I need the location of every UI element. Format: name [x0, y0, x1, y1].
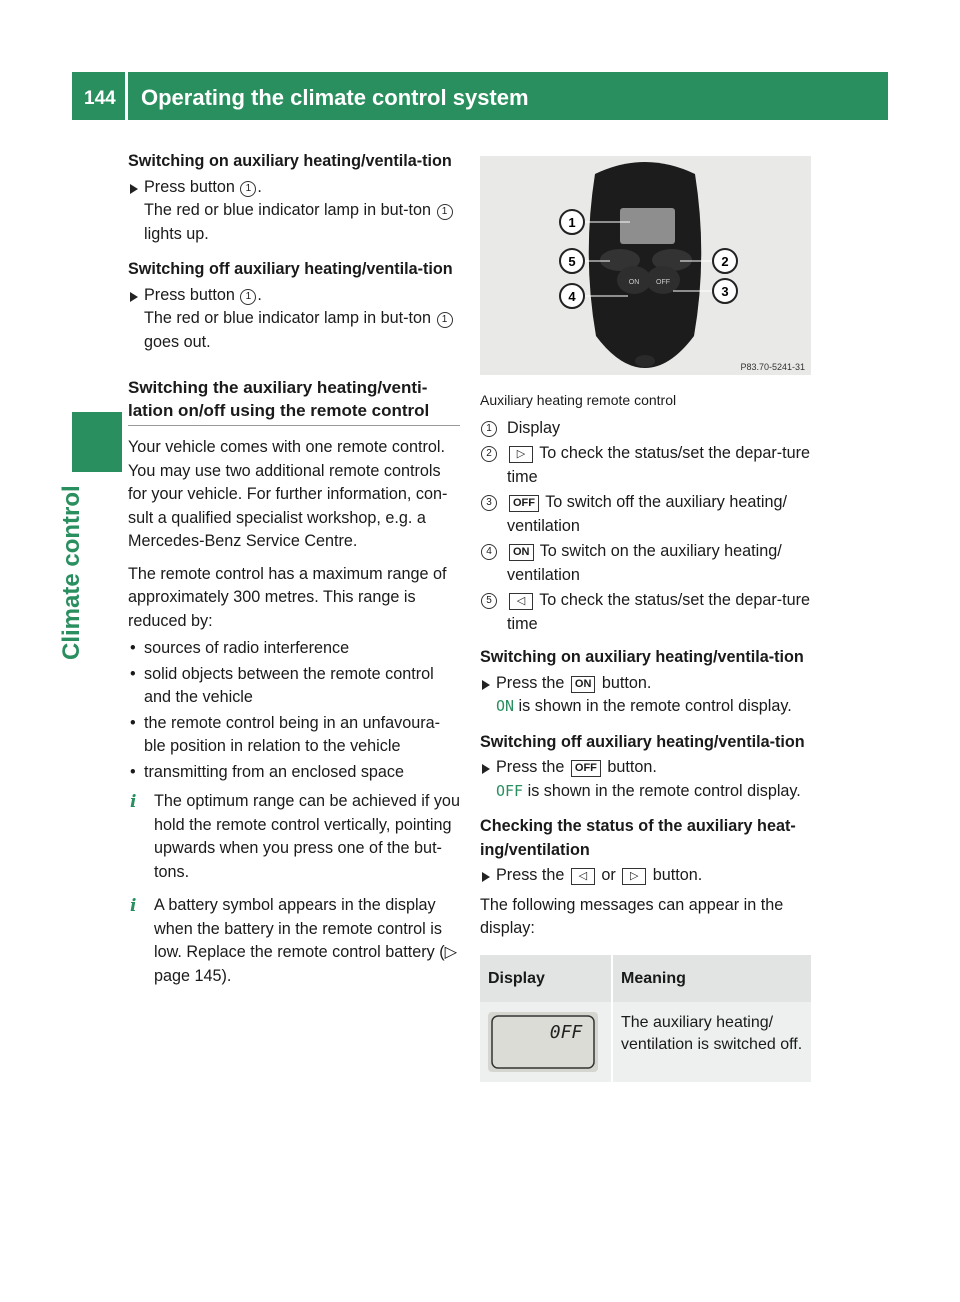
display-messages-table	[480, 955, 811, 1083]
chapter-label: Climate control	[58, 485, 85, 660]
right-arrow-key-icon: ▷	[509, 446, 533, 463]
step-text: .	[257, 177, 262, 196]
instruction-step	[480, 672, 812, 696]
result-text: goes out.	[144, 332, 211, 351]
table-cell-display	[480, 1002, 612, 1082]
section-title: Switching off auxiliary heating/ventila-tion	[480, 732, 805, 751]
section-title: Switching on auxiliary heating/ventila-tion	[480, 648, 804, 666]
page-number: 144	[84, 88, 116, 109]
off-key-icon: OFF	[509, 495, 539, 512]
image-caption: Auxiliary heating remote control	[480, 392, 677, 408]
bullet-item: • transmitting from an enclosed space	[128, 761, 460, 785]
legend-item	[480, 442, 812, 489]
step-result	[128, 307, 460, 354]
info-note	[128, 790, 460, 884]
info-icon: i	[130, 896, 137, 916]
instruction-step	[128, 284, 460, 308]
remote-on-label: ON	[628, 279, 640, 286]
step-text: button.	[648, 866, 703, 884]
right-arrow-key-icon: ▷	[622, 868, 646, 885]
table-header: Display	[480, 955, 612, 1003]
table-header-row	[480, 955, 811, 1003]
lcd-text: 0FF	[549, 1022, 583, 1043]
callout-icon: 4	[481, 544, 497, 560]
step-text: button.	[597, 673, 652, 692]
instruction-step	[480, 864, 812, 888]
result-text: is shown in the remote control display.	[523, 781, 801, 800]
step-result	[480, 780, 812, 804]
legend-text: To switch on the auxiliary heating/ ventilation	[507, 542, 782, 584]
step-result	[128, 199, 460, 246]
legend-text: To switch off the auxiliary heating/ ventilation	[507, 493, 787, 535]
legend-item	[480, 589, 812, 636]
step-text: Press button	[144, 285, 240, 304]
paragraph: Your vehicle comes with one remote control. You may use two additional remote controls for your vehicle. For further information, con-sult a qualified specialist workshop, e.g. a Mercedes-Benz Service Centre.	[128, 438, 448, 550]
legend-text: To check the status/set the depar-ture time	[507, 444, 811, 486]
callout-1-icon: 1	[437, 312, 453, 328]
display-text: ON	[496, 697, 515, 715]
step-text: button.	[602, 758, 657, 776]
callout-icon: 2	[481, 446, 497, 462]
bullet-item: • the remote control being in an unfavoura-ble position in relation to the vehicle	[128, 712, 460, 759]
section-heading: Switching the auxiliary heating/venti-lation on/off using the remote control	[128, 376, 460, 426]
paragraph: The remote control has a maximum range of approximately 300 metres. This range is reduced by:	[128, 564, 447, 630]
bullet-item: • sources of radio interference	[128, 637, 460, 661]
paragraph: The following messages can appear in the display:	[480, 895, 784, 937]
callout-1-icon: 1	[437, 204, 453, 220]
result-text: The red or blue indicator lamp in but-ton	[144, 309, 436, 327]
section-title: Switching off auxiliary heating/ventila-tion	[128, 260, 453, 278]
info-icon: i	[130, 792, 137, 812]
table-cell-meaning: The auxiliary heating/ ventilation is switched off.	[612, 1002, 811, 1082]
section-title: Checking the status of the auxiliary heat-ing/ventilation	[480, 817, 796, 859]
lcd-display-image	[488, 1012, 598, 1072]
step-text: Press button	[144, 177, 240, 196]
lcd-illustration	[488, 1012, 598, 1072]
legend-text: To check the status/set the depar-ture time	[507, 591, 811, 633]
table-row	[480, 1002, 811, 1082]
left-column	[128, 150, 460, 998]
chapter-tab	[72, 412, 122, 472]
note-text: page 145).	[154, 966, 232, 985]
bullet-item: • solid objects between the remote control and the vehicle	[128, 663, 460, 710]
left-arrow-key-icon: ◁	[509, 593, 533, 610]
legend-text: Display	[507, 418, 561, 437]
callout-1-icon: 1	[240, 289, 256, 305]
step-result	[480, 695, 812, 719]
section-title: Switching on auxiliary heating/ventila-tion	[128, 152, 452, 170]
page-reference-arrow-icon: ▷	[444, 943, 458, 961]
on-key-icon: ON	[571, 676, 596, 693]
result-text: lights up.	[144, 224, 209, 243]
info-note	[128, 894, 460, 988]
step-text: Press the	[496, 758, 569, 776]
step-text: .	[257, 285, 262, 304]
note-text: The optimum range can be achieved if you hold the remote control vertically, pointing upwards when you press one of the but-tons.	[154, 792, 460, 881]
callout-icon: 3	[481, 495, 497, 511]
header-divider	[125, 72, 128, 120]
result-text: is shown in the remote control display.	[514, 697, 792, 715]
table-header: Meaning	[612, 955, 811, 1003]
step-text: or	[596, 866, 621, 884]
left-arrow-key-icon: ◁	[571, 868, 595, 885]
instruction-step	[480, 756, 812, 780]
step-text: Press the	[496, 866, 569, 884]
callout-icon: 5	[481, 593, 497, 609]
result-text: The red or blue indicator lamp in but-ton	[144, 201, 436, 219]
callout-number: 3	[721, 284, 729, 299]
callout-number: 5	[568, 254, 576, 269]
right-column	[480, 150, 812, 1082]
legend-item	[480, 491, 812, 538]
on-key-icon: ON	[509, 544, 534, 561]
legend-item	[480, 417, 812, 441]
callout-number: 4	[568, 289, 576, 304]
callout-number: 1	[568, 215, 576, 230]
remote-off-label: OFF	[656, 279, 670, 286]
remote-control-image	[480, 156, 811, 375]
page-title: Operating the climate control system	[141, 85, 529, 110]
step-text: Press the	[496, 673, 569, 692]
callout-1-icon: 1	[240, 181, 256, 197]
off-key-icon: OFF	[571, 760, 601, 777]
remote-control-illustration	[480, 156, 811, 375]
display-text: OFF	[496, 781, 524, 800]
image-code: P83.70-5241-31	[740, 362, 805, 372]
legend-item	[480, 540, 812, 587]
callout-number: 2	[721, 254, 729, 269]
note-text: A battery symbol appears in the display when the battery in the remote control is low. Replace the remote control battery (	[154, 896, 445, 961]
callout-icon: 1	[481, 421, 497, 437]
instruction-step	[128, 176, 460, 200]
